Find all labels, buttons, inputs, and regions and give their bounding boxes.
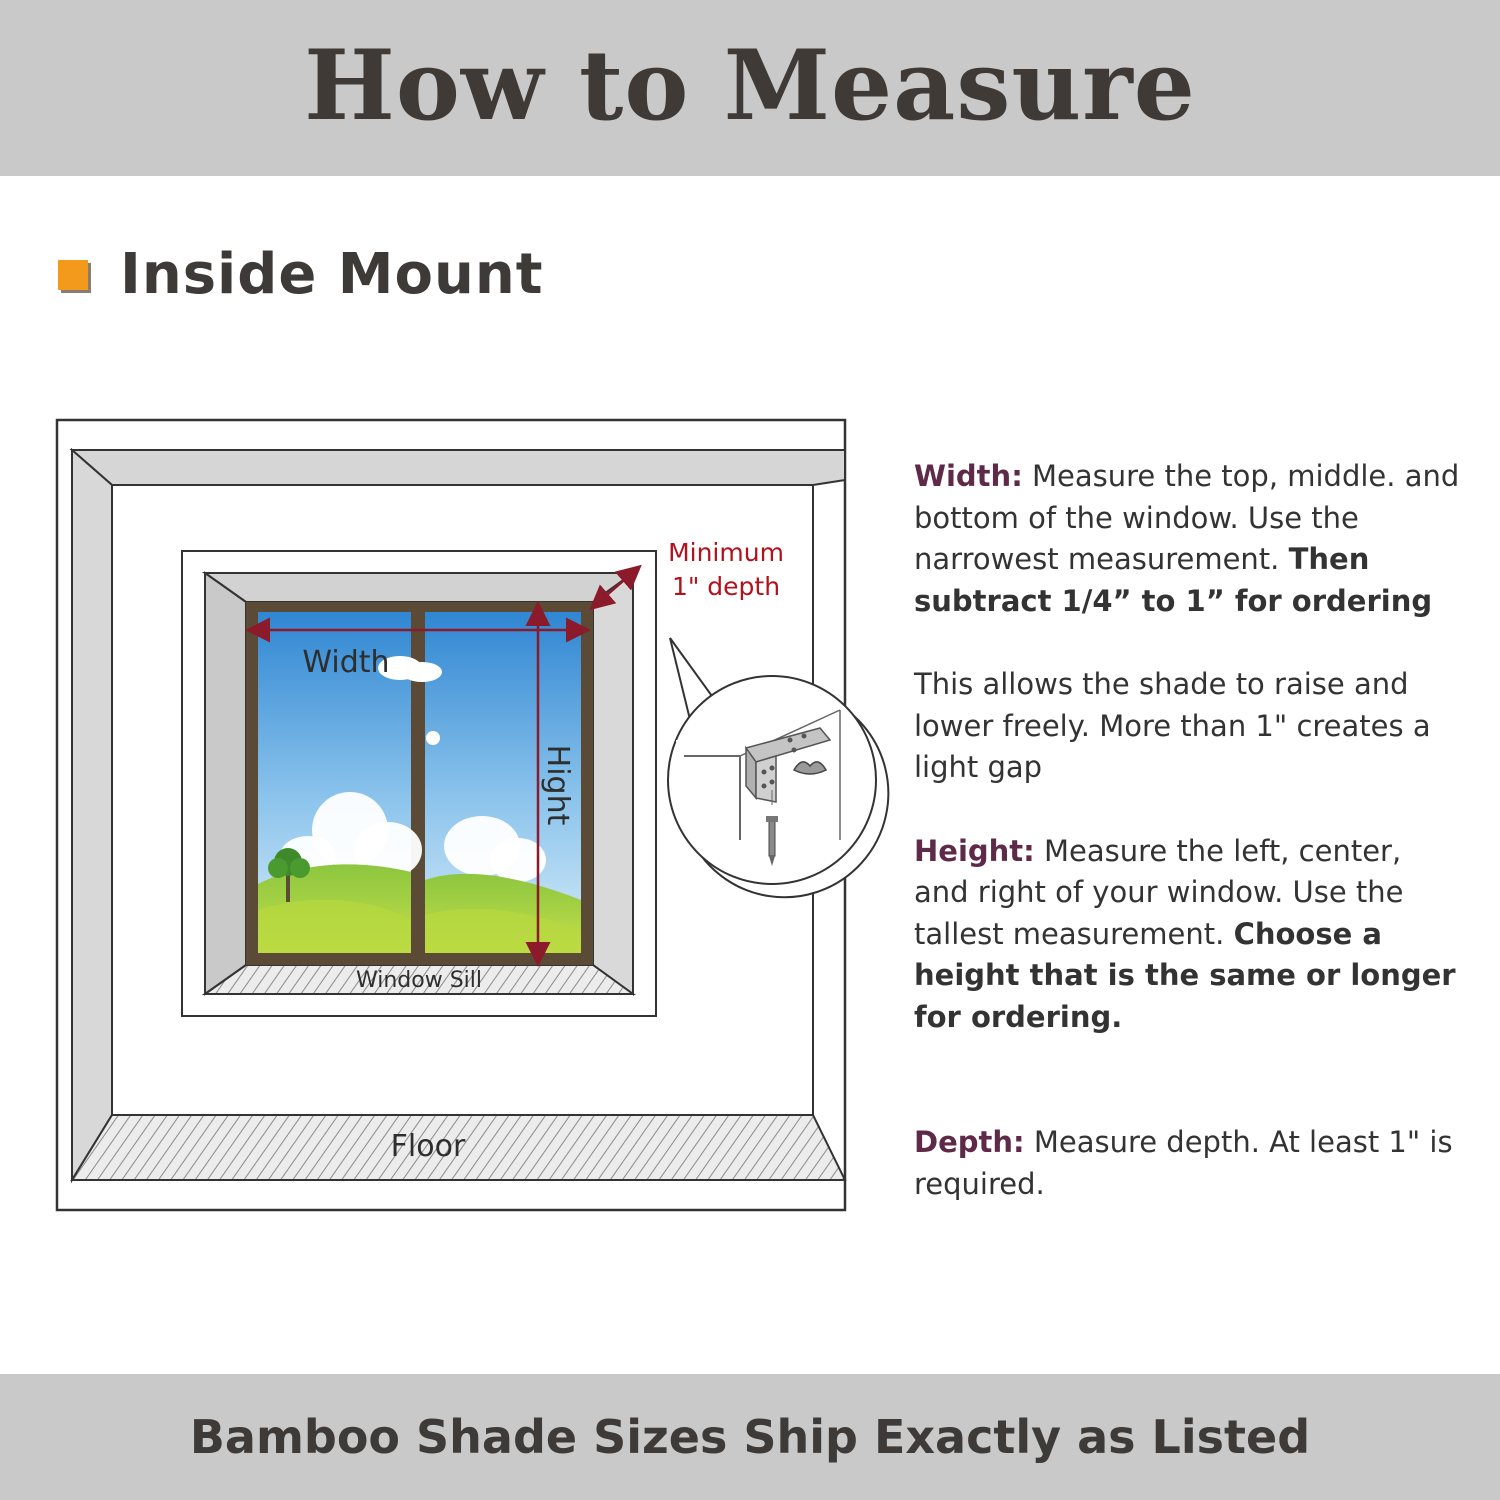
width-instruction [914, 456, 1464, 622]
width-text: Measure the top, middle. and bottom of the window. Use the narrowest measurement. [914, 459, 1460, 576]
window-sill-label: Window Sill [355, 968, 483, 993]
width-label: Width [302, 645, 390, 680]
recess-left [205, 573, 246, 994]
section-heading [58, 242, 544, 307]
cloud-icon [426, 731, 440, 745]
bullet-square-icon [58, 260, 88, 290]
recess-top [205, 573, 633, 602]
section-title: Inside Mount [120, 242, 544, 307]
depth-term: Depth: [914, 1125, 1025, 1159]
ceiling-trim [72, 450, 845, 485]
width-term: Width: [914, 459, 1023, 493]
min-depth-label-line2: 1" depth [671, 572, 781, 601]
width-emphasis: Then subtract 1/4” to 1” for ordering [914, 542, 1433, 618]
depth-text: Measure depth. At least 1" is required. [914, 1125, 1453, 1201]
recess-right [593, 573, 633, 994]
height-label: Hight [540, 744, 575, 826]
footer-band [0, 1374, 1500, 1500]
floor-label: Floor [390, 1129, 466, 1164]
window-measure-illustration [50, 410, 890, 1220]
page-title: How to Measure [304, 28, 1196, 142]
min-depth-label-line1: Minimum [668, 538, 784, 567]
measure-diagram [50, 410, 890, 1220]
instructions-panel [914, 456, 1464, 1205]
height-text: Measure the left, center, and right of your window. Use the tallest measurement. [914, 833, 1404, 951]
header-band [0, 0, 1500, 176]
height-term: Height: [914, 833, 1035, 868]
left-wall [72, 450, 112, 1180]
height-instruction [914, 831, 1464, 1039]
footer-text: Bamboo Shade Sizes Ship Exactly as Listed [189, 1410, 1311, 1464]
depth-instruction [914, 1122, 1464, 1205]
light-gap-note: This allows the shade to raise and lower freely. More than 1" creates a light gap [914, 667, 1431, 784]
height-emphasis: Choose a height that is the same or longer for ordering. [914, 916, 1456, 1034]
